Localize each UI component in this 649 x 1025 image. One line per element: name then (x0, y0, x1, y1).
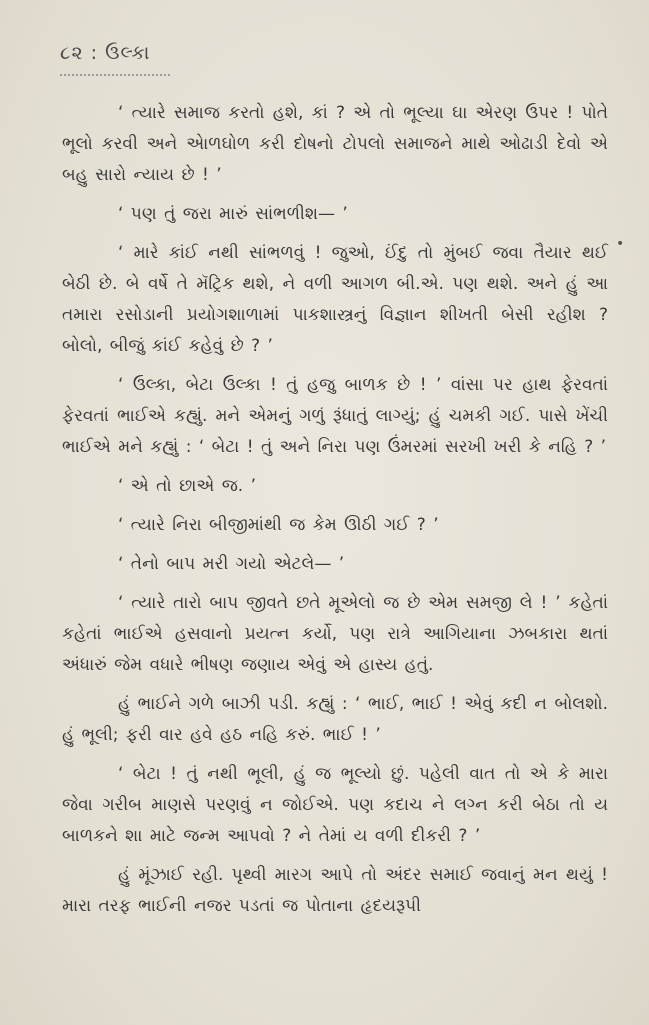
page-header: ૮૨ : ઉલ્કા (60, 42, 151, 64)
paragraph: ‘ ત્યારે સમાજ કરતો હશે, કાં ? એ તો ભૂલ્યા ઘા એરણ ઉપર ! પોતે ભૂલો કરવી અને એાળઘોળ કરી દોષનો ટોપલો સમાજને માથે ઓઢાડી દેવો એ બહુ સારો ન્યાય છે ! ’ (62, 103, 608, 185)
paragraph: ‘ ત્યારે નિરા બીજીમાંથી જ કેમ ઊઠી ગઈ ? ’ (118, 515, 439, 535)
paragraph: ‘ મારે કાંઈ નથી સાંભળવું ! જુઓ, ઈંદુ તો મુંબઈ જવા તૈયાર થઈ બેઠી છે. બે વર્ષે તે મૅટ્રિક થશે, ને વળી આગળ બી.એ. પણ થશે. અને હું આ તમારા રસોડાની પ્રયોગશાળામાં પાકશાસ્ત્રનું વિજ્ઞાન શીખતી બેસી રહીશ ? બોલો, બીજું કાંઈ કહેવું છે ? ’ (62, 243, 608, 356)
paragraph: ‘ બેટા ! તું નથી ભૂલી, હું જ ભૂલ્યો છું. પહેલી વાત તો એ કે મારા જેવા ગરીબ માણસે પરણવું ન જોઈએ. પણ કદાચ ને લગ્ન કરી બેઠા તો ય બાળકને શા માટે જન્મ આપવો ? ને તેમાં ય વળી દીકરી ? ’ (62, 764, 608, 846)
margin-mark: • (616, 236, 625, 252)
paragraph: ‘ ત્યારે તારો બાપ જીવતે છતે મૂએલો જ છે એમ સમજી લે ! ’ કહેતાં કહેતાં ભાઈએ હસવાનો પ્રયત્ન કર્યો, પણ રાત્રે આગિયાના ઝબકારા થતાં અંધારું જેમ વધારે ભીષણ જણાય એવું એ હાસ્ય હતું. (62, 593, 608, 675)
paragraph: ‘ પણ તું જરા મારું સાંભળીશ— ’ (118, 204, 348, 224)
paragraph: ‘ તેનો બાપ મરી ગયો એટલે— ’ (118, 554, 345, 574)
header-underline (60, 70, 170, 76)
paragraph: ‘ એ તો છાએ જ. ’ (118, 476, 257, 496)
paragraph: હું મૂંઝાઈ રહી. પૃથ્વી મારગ આપે તો અંદર સમાઈ જવાનું મન થયું ! મારા તરફ ભાઈની નજર પડતાં જ પોતાના હૃદયરૂપી (62, 865, 608, 916)
paragraph: ‘ ઉલ્કા, બેટા ઉલ્કા ! તું હજુ બાળક છે ! ’ વાંસા પર હાથ ફેરવતાં ફેરવતાં ભાઈએ કહ્યું. મને એમનું ગળું રૂંધાતું લાગ્યું; હું ચમકી ગઈ. પાસે ખેંચી ભાઈએ મને કહ્યું : ‘ બેટા ! તું અને નિરા પણ ઉંમરમાં સરખી ખરી કે નહિ ? ’ (62, 375, 608, 457)
body-text (62, 98, 608, 930)
paragraph: હું ભાઈને ગળે બાઝી પડી. કહ્યું : ‘ ભાઈ, ભાઈ ! એવું કદી ન બોલશો. હું ભૂલી; ફરી વાર હવે હઠ નહિ કરું. ભાઈ ! ’ (62, 694, 608, 745)
